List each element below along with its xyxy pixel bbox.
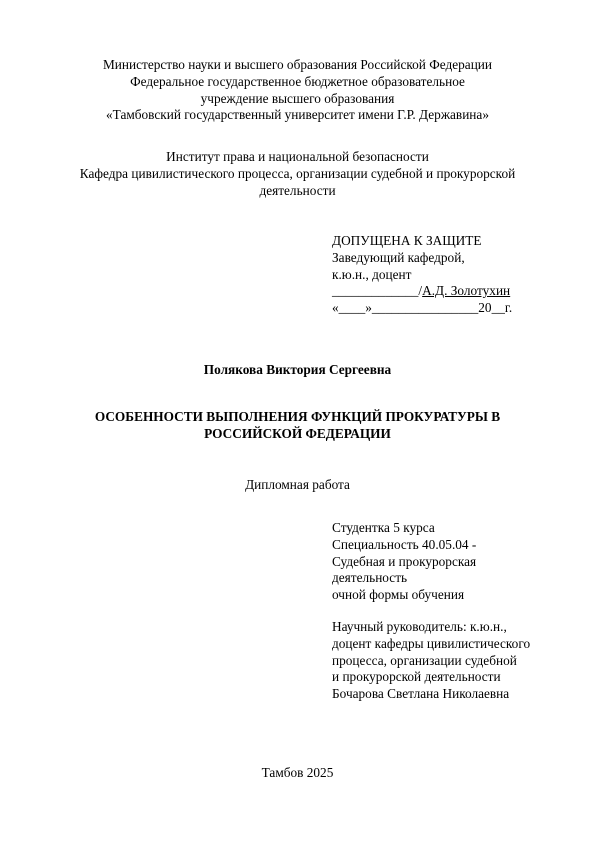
thesis-title-line1: ОСОБЕННОСТИ ВЫПОЛНЕНИЯ ФУНКЦИЙ ПРОКУРАТУРЫ В — [94, 409, 501, 424]
student-specialty-line3: деятельность — [332, 570, 408, 586]
signature-name: А.Д. Золотухин — [422, 283, 511, 299]
student-specialty-line2: Судебная и прокурорская — [332, 553, 477, 569]
admission-date: «____»________________20__г. — [332, 300, 513, 316]
admission-degree: к.ю.н., доцент — [332, 266, 412, 282]
institute-name: Институт права и национальной безопасности — [166, 149, 429, 164]
chair-name-line1: Кафедра цивилистического процесса, организации судебной и прокурорской — [79, 165, 516, 181]
supervisor-name: Бочарова Светлана Николаевна — [332, 686, 510, 702]
chair-name-line2: деятельности — [259, 182, 336, 198]
supervisor-line2: доцент кафедры цивилистического — [332, 635, 531, 651]
university-name: «Тамбовский государственный университет имени Г.Р. Державина» — [106, 107, 489, 123]
footer-block — [0, 765, 595, 782]
thesis-type: Дипломная работа — [245, 477, 350, 492]
ministry-name: Министерство науки и высшего образования Российской Федерации — [102, 57, 493, 72]
supervisor-line3: процесса, организации судебной — [332, 652, 517, 668]
admission-role: Заведующий кафедрой, — [332, 249, 465, 265]
city-year: Тамбов 2025 — [261, 765, 334, 780]
supervisor-line1: Научный руководитель: к.ю.н., — [332, 619, 507, 634]
signature-blank: _____________/ — [332, 283, 423, 299]
header-block — [0, 57, 595, 124]
student-block — [332, 520, 582, 604]
student-course: Студентка 5 курса — [332, 520, 435, 535]
department-block — [0, 149, 595, 199]
admission-signature — [332, 283, 582, 300]
student-specialty-line1: Специальность 40.05.04 - — [332, 536, 477, 552]
institution-type-line2: учреждение высшего образования — [200, 90, 395, 106]
admission-block — [332, 233, 582, 317]
institution-type-line1: Федеральное государственное бюджетное образовательное — [130, 73, 465, 89]
author-block — [0, 362, 595, 379]
author-name: Полякова Виктория Сергеевна — [203, 362, 392, 377]
thesis-title-line2: РОССИЙСКОЙ ФЕДЕРАЦИИ — [204, 425, 391, 441]
student-study-form: очной формы обучения — [332, 587, 465, 603]
thesis-title-block — [0, 409, 595, 443]
admission-title: ДОПУЩЕНА К ЗАЩИТЕ — [332, 233, 482, 248]
supervisor-line4: и прокурорской деятельности — [332, 669, 501, 685]
thesis-type-block — [0, 477, 595, 494]
supervisor-block — [332, 619, 582, 703]
